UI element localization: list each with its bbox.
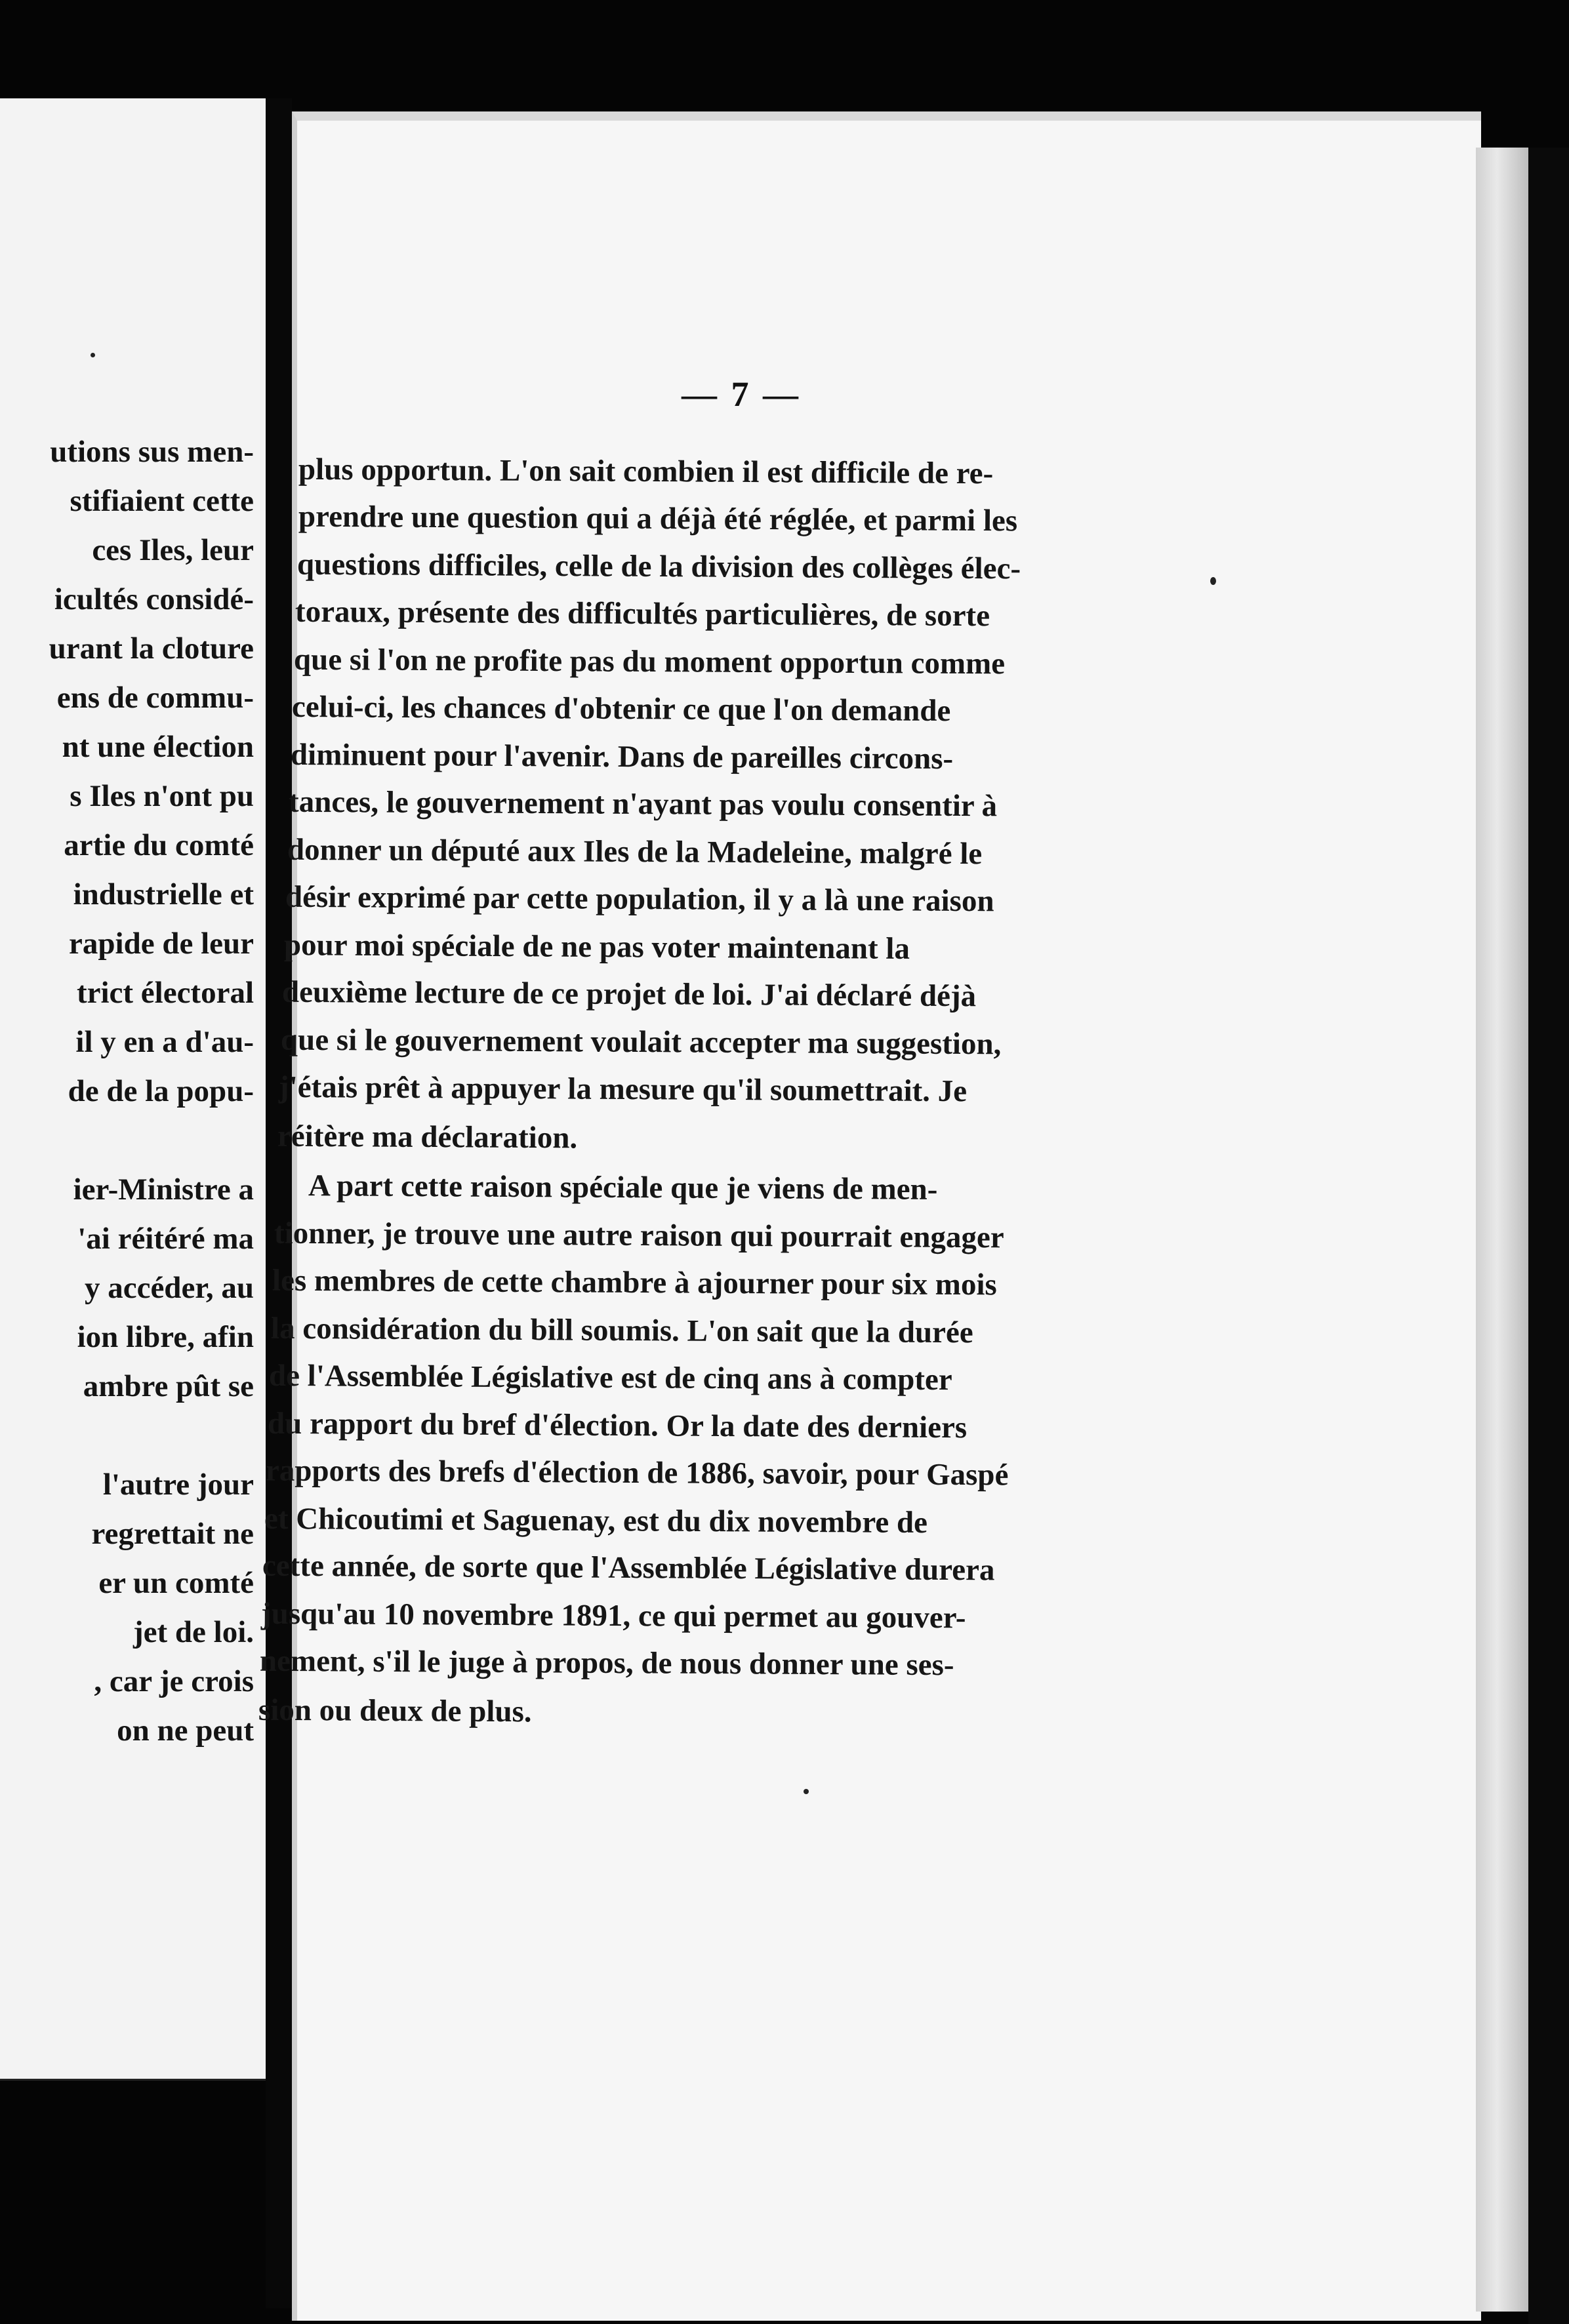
left-text-line: regrettait ne <box>91 1517 254 1551</box>
left-text-line: rapide de leur <box>69 927 254 961</box>
text-line: deuxième lecture de ce projet de loi. J'ai déclaré déjà <box>281 974 977 1014</box>
text-line: diminuent pour l'avenir. Dans de pareilles circons- <box>290 737 954 776</box>
left-text-line: trict électoral <box>76 976 254 1010</box>
left-text-line: utions sus men- <box>50 435 254 469</box>
text-line: j'étais prêt à appuyer la mesure qu'il soumettrait. Je <box>278 1070 968 1109</box>
scan-border <box>1528 148 1569 2324</box>
left-text-line: on ne peut <box>117 1713 254 1748</box>
left-text-line: l'autre jour <box>102 1468 254 1502</box>
text-line: donner un député aux Iles de la Madeleine, malgré le <box>287 832 983 872</box>
text-line: sion ou deux de plus. <box>258 1693 532 1729</box>
text-line: jusqu'au 10 novembre 1891, ce qui permet au gouver- <box>260 1596 966 1635</box>
text-line: cette année, de sorte que l'Assemblée Législative durera <box>262 1548 995 1588</box>
left-text-line: ion libre, afin <box>77 1320 254 1354</box>
text-line: et Chicoutimi et Saguenay, est du dix novembre de <box>264 1501 928 1540</box>
left-text-line: 'ai réitéré ma <box>77 1222 254 1256</box>
left-text-line: ier-Ministre a <box>73 1172 254 1207</box>
text-line: prendre une question qui a déjà été réglée, et parmi les <box>298 499 1018 538</box>
dust-speck <box>1210 577 1216 585</box>
page-number: — 7 — <box>682 374 801 414</box>
left-text-line: jet de loi. <box>132 1615 254 1649</box>
text-line: de l'Assemblée Législative est de cinq ans à compter <box>268 1358 952 1397</box>
text-line: que si l'on ne profite pas du moment opportun comme <box>293 642 1006 681</box>
left-text-line: de de la popu- <box>68 1074 254 1108</box>
text-line: plus opportun. L'on sait combien il est difficile de re- <box>298 452 994 491</box>
text-line: pour moi spéciale de ne pas voter maintenant la <box>283 928 910 966</box>
left-text-line: ens de commu- <box>56 681 254 715</box>
left-text-line: , car je crois <box>94 1664 254 1698</box>
book-gutter <box>266 98 292 2308</box>
text-line: questions difficiles, celle de la division des collèges élec- <box>296 547 1021 586</box>
text-line: nement, s'il le juge à propos, de nous donner une ses- <box>259 1643 954 1683</box>
left-text-line: ambre pût se <box>83 1369 254 1403</box>
left-page <box>0 98 266 2081</box>
left-text-line: s Iles n'ont pu <box>70 779 254 813</box>
page-edge <box>1476 148 1528 2312</box>
text-line: toraux, présente des difficultés particulières, de sorte <box>295 594 990 633</box>
text-line: A part cette raison spéciale que je viens de men- <box>308 1169 938 1207</box>
text-line: tionner, je trouve une autre raison qui pourrait engager <box>274 1216 1004 1255</box>
dust-speck <box>804 1789 809 1794</box>
text-line: réitère ma déclaration. <box>277 1119 578 1155</box>
text-line: tances, le gouvernement n'ayant pas voulu consentir à <box>288 784 998 824</box>
left-text-line: er un comté <box>98 1566 254 1600</box>
left-text-line: stifiaient cette <box>70 484 254 518</box>
text-line: celui-ci, les chances d'obtenir ce que l'on demande <box>291 689 951 729</box>
left-text-line: nt une élection <box>62 730 254 764</box>
left-text-line: industrielle et <box>73 877 254 912</box>
text-line: rapports des brefs d'élection de 1886, savoir, pour Gaspé <box>265 1453 1009 1493</box>
left-text-line: artie du comté <box>64 828 254 862</box>
text-line: que si le gouvernement voulait accepter ma suggestion, <box>280 1022 1002 1062</box>
text-line: les membres de cette chambre à ajourner pour six mois <box>272 1263 997 1302</box>
text-line: désir exprimé par cette population, il y a là une raison <box>285 879 994 919</box>
text-line: la considération du bill soumis. L'on sait que la durée <box>270 1311 973 1350</box>
left-text-line: icultés considé- <box>54 582 254 616</box>
left-text-line: y accéder, au <box>84 1271 254 1305</box>
dust-speck <box>91 353 95 357</box>
left-text-line: ces Iles, leur <box>92 533 254 567</box>
left-text-line: urant la cloture <box>49 631 254 666</box>
text-line: du rapport du bref d'élection. Or la date des derniers <box>267 1406 968 1445</box>
left-text-line: il y en a d'au- <box>75 1025 254 1059</box>
